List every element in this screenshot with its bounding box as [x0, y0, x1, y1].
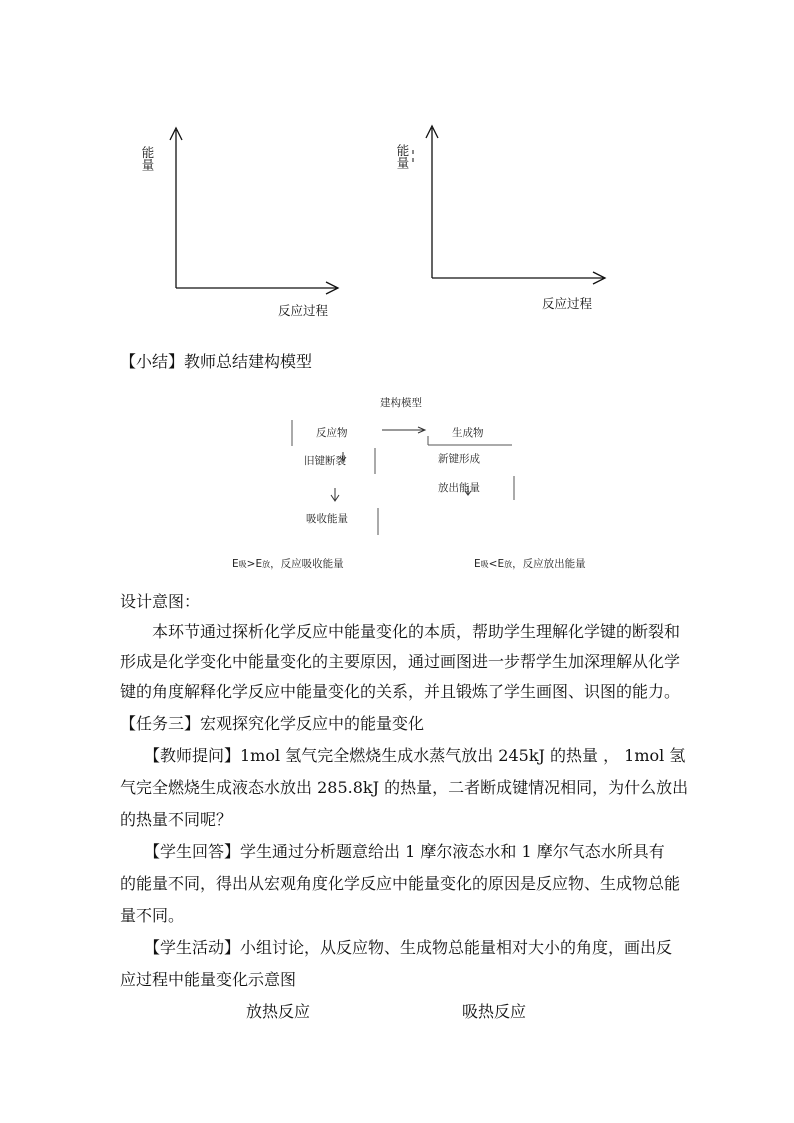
construct-model-diagram	[220, 390, 660, 580]
teacher-question-line-1: 【教师提问】1mol 氢气完全燃烧生成水蒸气放出 245kJ 的热量 ， 1mol 氢	[144, 746, 686, 765]
cond-left-mid: >E	[246, 558, 263, 570]
cond-right-e: E	[474, 558, 481, 570]
model-reactant: 反应物	[316, 427, 348, 439]
graph-2-x-label: 反应过程	[542, 296, 593, 311]
endothermic-label: 吸热反应	[462, 1002, 527, 1021]
student-activity-line-2: 应过程中能量变化示意图	[120, 970, 297, 989]
cond-left-e: E	[232, 558, 239, 570]
student-answer-line-3: 量不同。	[120, 906, 185, 925]
student-answer-line-2: 的能量不同，得出从宏观角度化学反应中能量变化的原因是反应物、生成物总能	[120, 874, 681, 893]
cond-right-sub2: 放	[504, 560, 513, 569]
student-answer-line-1: 【学生回答】学生通过分析题意给出 1 摩尔液态水和 1 摩尔气态水所具有	[144, 842, 665, 861]
student-activity-line-1: 【学生活动】小组讨论，从反应物、生成物总能量相对大小的角度，画出反	[144, 938, 673, 957]
teacher-question-line-2: 气完全燃烧生成液态水放出 285.8kJ 的热量，二者断成键情况相同，为什么放出	[120, 778, 689, 797]
teacher-question-line-3: 的热量不同呢？	[120, 810, 233, 829]
graph-2-axes	[385, 120, 615, 320]
model-release: 放出能量	[438, 482, 480, 494]
exothermic-label: 放热反应	[246, 1002, 311, 1021]
cond-left-text: ，反应吸收能量	[270, 558, 344, 570]
design-intent-line-2: 形成是化学变化中能量变化的主要原因，通过画图进一步帮学生加深理解从化学	[120, 652, 681, 671]
model-absorb: 吸收能量	[306, 513, 348, 525]
cond-right-mid: <E	[488, 558, 505, 570]
design-intent-line-1: 本环节通过探析化学反应中能量变化的本质，帮助学生理解化学键的断裂和	[152, 622, 681, 641]
design-intent-heading: 设计意图：	[120, 592, 201, 611]
cond-left-sub2: 放	[262, 560, 271, 569]
energy-graph-1	[130, 120, 360, 320]
model-old-bond: 旧键断裂	[304, 455, 346, 467]
cond-right-text: ，反应放出能量	[512, 558, 586, 570]
summary-heading: 【小结】教师总结建构模型	[120, 352, 313, 371]
design-intent-line-3: 键的角度解释化学反应中能量变化的关系，并且锻炼了学生画图、识图的能力。	[120, 682, 681, 701]
cond-right-sub1: 吸	[480, 560, 489, 569]
graph-2-y-label: 能量	[395, 144, 410, 169]
model-product: 生成物	[452, 427, 484, 439]
cond-left-sub1: 吸	[238, 560, 247, 569]
task3-heading: 【任务三】宏观探究化学反应中的能量变化	[120, 714, 425, 733]
energy-graph-2	[385, 120, 615, 320]
graph-1-axes	[130, 120, 360, 320]
condition-release	[474, 556, 586, 571]
graph-1-x-label: 反应过程	[278, 303, 329, 318]
condition-absorb	[232, 556, 344, 571]
model-new-bond: 新键形成	[438, 453, 480, 465]
model-title: 建构模型	[380, 397, 422, 409]
graph-1-y-label: 能量	[140, 146, 155, 171]
